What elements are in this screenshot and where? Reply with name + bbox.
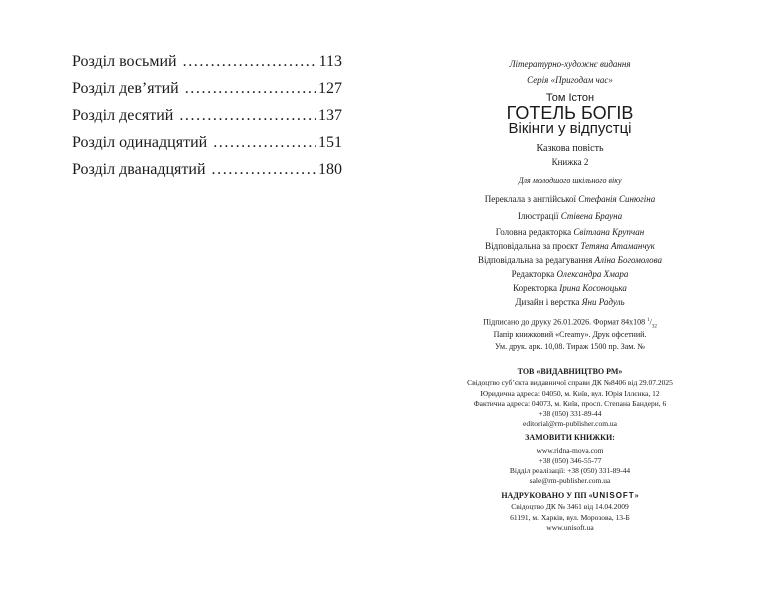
table-of-contents <box>72 53 342 188</box>
credit-role: Головна редакторка <box>495 227 572 237</box>
audience-line: Для молодшого шкільного віку <box>518 176 622 185</box>
printer-heading <box>430 492 710 500</box>
credit-line <box>430 212 710 221</box>
format-fraction-numerator: 1 <box>647 318 650 323</box>
toc-entry <box>72 107 342 134</box>
toc-entry-page: 180 <box>318 161 342 178</box>
toc-entry-page: 127 <box>318 80 342 97</box>
toc-entry <box>72 53 342 80</box>
printer-brand: UNISOFT <box>592 491 635 500</box>
print-info-line: Підписано до друку 26.01.2026. Формат 84x108 $^1/_{32}$ <box>483 317 657 330</box>
credit-line <box>430 228 710 237</box>
credit-name: Стефанія Синюгіна <box>578 194 656 204</box>
credit-name: Аліна Богомолова <box>594 255 663 265</box>
credit-role: Відповідальна за проєкт <box>485 241 579 251</box>
printer-line: 61191, м. Харків, вул. Морозова, 13-Б <box>510 513 630 522</box>
book-subtitle: Вікінги у відпустці <box>508 120 632 137</box>
order-line: www.ridna-mova.com <box>536 446 604 455</box>
credit-role: Відповідальна за редагування <box>477 255 593 265</box>
toc-leader-dots <box>183 53 317 71</box>
order-line: sale@rm-publisher.com.ua <box>529 476 611 485</box>
credit-line <box>430 284 710 293</box>
credit-line <box>430 298 710 307</box>
toc-leader-dots <box>185 80 316 98</box>
credit-name: Стівена Брауна <box>560 211 623 221</box>
author-name: Том Істон <box>545 92 595 104</box>
toc-entry-title: Розділ дванадцятий <box>72 161 206 178</box>
toc-entry <box>72 80 342 107</box>
toc-leader-dots <box>213 134 316 152</box>
toc-entry-page: 137 <box>318 107 342 124</box>
publisher-name: ТОВ «ВИДАВНИЦТВО РМ» <box>517 367 623 376</box>
credit-name: Яни Радуль <box>581 297 625 307</box>
credit-name: Ірина Косоноцька <box>559 283 627 293</box>
credit-line <box>430 270 710 279</box>
book-title: ГОТЕЛЬ БОГІВ <box>506 103 634 123</box>
book-type: Казкова повість <box>536 143 604 154</box>
publisher-line: +38 (050) 331-89-44 <box>538 409 602 418</box>
toc-entry-title: Розділ дев’ятий <box>72 80 179 97</box>
print-info-format: Підписано до друку 26.01.2026. Формат 84x108 <box>483 317 646 327</box>
toc-entry <box>72 161 342 188</box>
format-fraction-denominator: 32 <box>651 324 657 330</box>
publisher-line: Фактична адреса: 04073, м. Київ, просп. Степана Бандери, 6 <box>473 399 667 408</box>
print-info-line: Папір книжковий «Creamy». Друк офсетний. <box>493 330 647 339</box>
credit-name: Тетяна Атаманчук <box>580 241 655 251</box>
order-line: +38 (050) 346-55-77 <box>538 456 602 465</box>
publisher-line: editorial@rm-publisher.com.ua <box>523 419 617 428</box>
print-info-line: Ум. друк. арк. 10,08. Тираж 1500 пр. Зам. № <box>495 342 645 351</box>
publisher-line: Юридична адреса: 04050, м. Київ, вул. Юрія Іллєнка, 12 <box>480 389 660 398</box>
genre-line: Літературно-художнє видання <box>509 59 631 69</box>
credit-line <box>430 242 710 251</box>
toc-entry-page: 113 <box>318 53 342 70</box>
series-line: Серія «Пригодам час» <box>527 75 613 85</box>
publisher-line: Свідоцтво суб’єкта видавничої справи ДК №8406 від 29.07.2025 <box>467 378 673 387</box>
credit-name: Світлана Крупчан <box>573 227 645 237</box>
toc-entry-title: Розділ восьмий <box>72 53 177 70</box>
credit-line <box>430 195 710 204</box>
credit-role: Переклала з англійської <box>484 194 577 204</box>
credit-role: Ілюстрації <box>517 211 559 221</box>
credit-role: Редакторка <box>511 269 555 279</box>
credit-name: Олександра Хмара <box>556 269 629 279</box>
printer-line: Свідоцтво ДК № 3461 від 14.04.2009 <box>511 502 629 511</box>
order-line: Відділ реалізації: +38 (050) 331-89-44 <box>509 466 631 475</box>
toc-leader-dots <box>212 161 316 179</box>
toc-entry-title: Розділ одинадцятий <box>72 134 208 151</box>
printer-line: www.unisoft.ua <box>546 523 594 532</box>
printer-heading-suffix: » <box>634 491 639 500</box>
printer-heading-prefix: НАДРУКОВАНО У ПП « <box>501 491 593 500</box>
book-number: Книжка 2 <box>551 157 589 167</box>
toc-entry <box>72 134 342 161</box>
toc-leader-dots <box>179 107 316 125</box>
toc-entry-title: Розділ десятий <box>72 107 174 124</box>
credit-role: Коректорка <box>513 283 557 293</box>
order-heading: ЗАМОВИТИ КНИЖКИ: <box>525 433 615 442</box>
credit-line <box>430 256 710 265</box>
credit-role: Дизайн і верстка <box>515 297 580 307</box>
toc-entry-page: 151 <box>318 134 342 151</box>
